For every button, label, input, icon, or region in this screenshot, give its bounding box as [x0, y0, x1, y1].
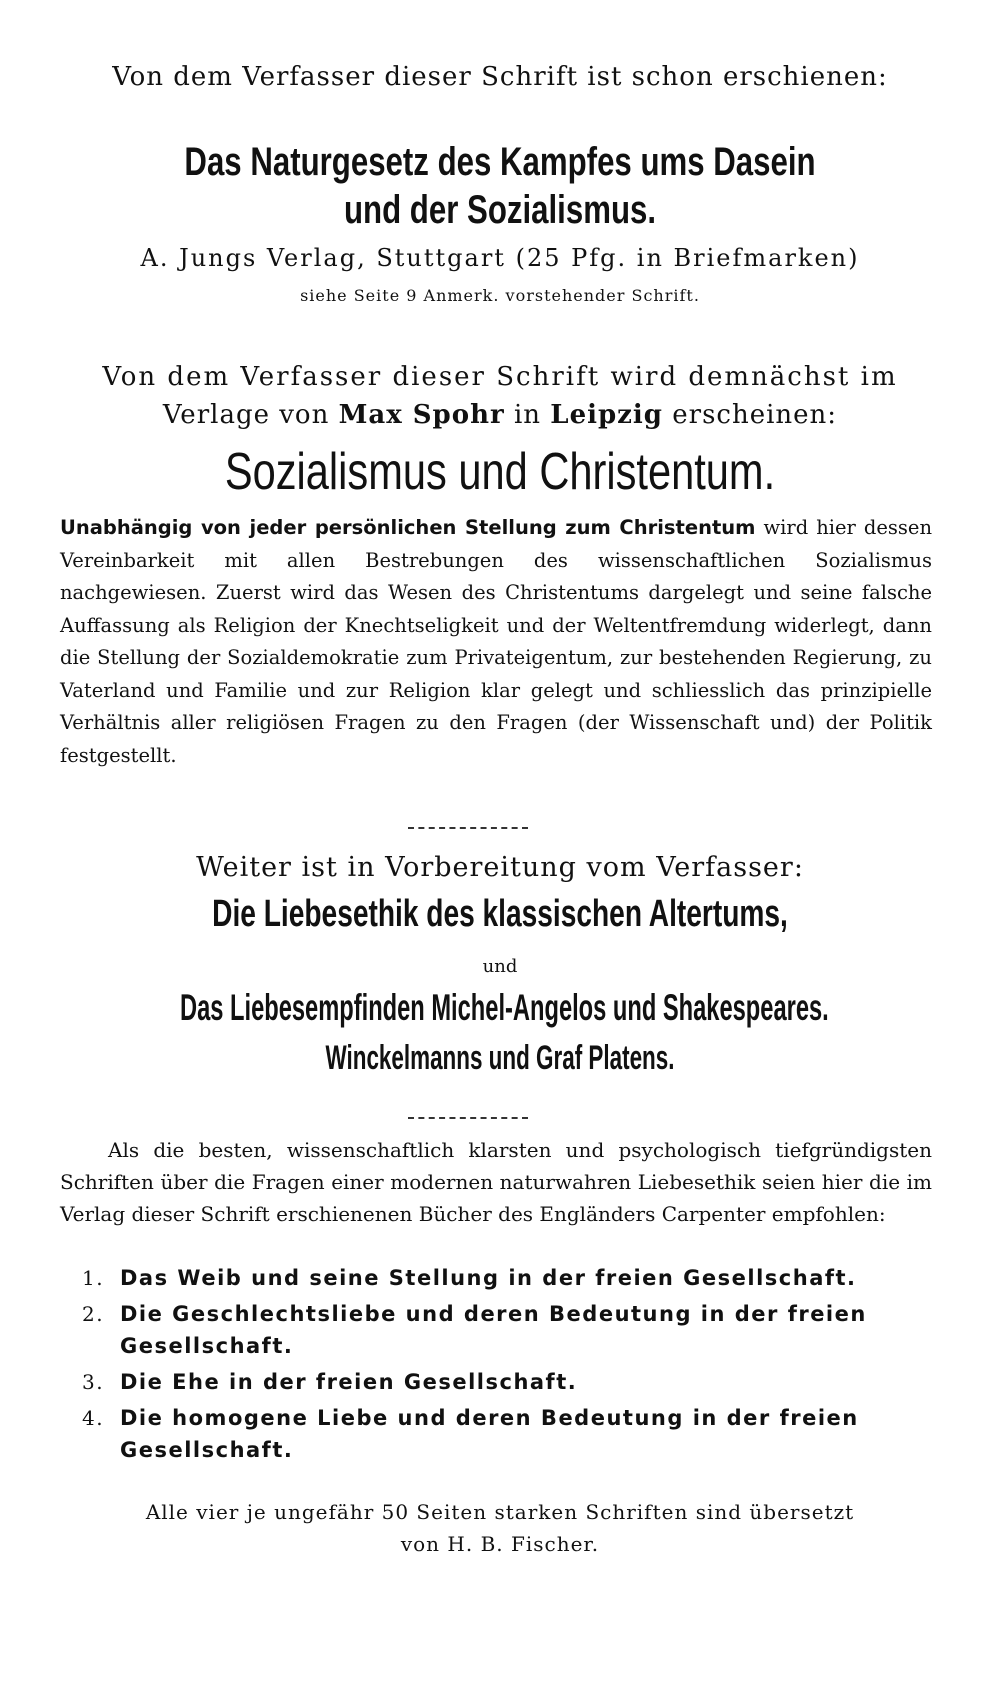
- closing-line1: Alle vier je ungefähr 50 Seiten starken Schriften sind übersetzt: [145, 1500, 855, 1524]
- list-item-title: Das Weib und seine Stellung in der freien Gesellschaft.: [120, 1266, 857, 1290]
- intro-upcoming-mid: in: [504, 400, 551, 430]
- intro-upcoming-post: erscheinen:: [662, 400, 838, 430]
- list-item-title: Die Ehe in der freien Gesellschaft.: [120, 1370, 578, 1394]
- list-item-number: 2.: [82, 1302, 105, 1326]
- divider-2: [408, 1117, 528, 1119]
- list-item-title: Die homogene Liebe und deren Bedeutung in der freien Gesellschaft.: [120, 1406, 859, 1462]
- upcoming-publisher-name: Max Spohr: [338, 400, 505, 430]
- list-item: [60, 1366, 936, 1398]
- book2-title: Sozialismus und Christentum.: [224, 443, 776, 501]
- closing-line2: von H. B. Fischer.: [400, 1532, 600, 1556]
- book3-connector: und: [482, 956, 518, 977]
- book1-title-line2: und der Sozialismus.: [343, 188, 657, 232]
- list-item-number: 1.: [82, 1266, 105, 1290]
- list-item-number: 4.: [82, 1406, 105, 1430]
- book2-description-rest: wird hier dessen Vereinbarkeit mit allen Bestrebungen des wissenschaftlichen Sozialismus nachgewiesen. Zuerst wird das Wesen des Christentums dargelegt und seine falsche Auffassung als Religion der Knechtseligkeit und der Weltentfremdung widerlegt, dann die Stellung der Sozialdemokratie zum Privateigentum, zur bestehenden Regierung, zu Vaterland und Familie und zur Religion klar gelegt und schliesslich das prinzipielle Verhältnis aller religiösen Fragen zu den Fragen (der Wissenschaft und) der Politik festgestellt.: [60, 516, 933, 767]
- intro-preparation-line: Weiter ist in Vorbereitung vom Verfasser:: [196, 852, 804, 883]
- book1-note: siehe Seite 9 Anmerk. vorstehender Schrift.: [300, 286, 700, 305]
- list-item-title: Die Geschlechtsliebe und deren Bedeutung in der freien Gesellschaft.: [120, 1302, 867, 1358]
- intro-upcoming-pre: Verlage von: [162, 400, 339, 430]
- book2-description: [60, 512, 932, 772]
- upcoming-publisher-city: Leipzig: [550, 400, 663, 430]
- book4-title-line1: Das Liebesempfinden Michel-Angelos und Shakespeares.: [180, 987, 829, 1028]
- intro-upcoming-line1: Von dem Verfasser dieser Schrift wird demnächst im: [102, 362, 898, 392]
- book2-description-lead: Unabhängig von jeder persönlichen Stellung zum Christentum: [60, 516, 756, 539]
- list-item: [60, 1262, 936, 1294]
- book1-title-line1: Das Naturgesetz des Kampfes ums Dasein: [184, 140, 816, 184]
- book3-title: Die Liebesethik des klassischen Altertums,: [212, 893, 788, 935]
- carpenter-book-list: [60, 1262, 936, 1470]
- list-item-number: 3.: [82, 1370, 105, 1394]
- intro-upcoming-line2: [0, 400, 1000, 430]
- list-item: [60, 1298, 936, 1362]
- divider-1: [408, 827, 528, 829]
- book4-title-line2: Winckelmanns und Graf Platens.: [325, 1039, 675, 1077]
- intro-published-line: Von dem Verfasser dieser Schrift ist schon erschienen:: [112, 62, 888, 92]
- recommendation-text: Als die besten, wissenschaftlich klarsten und psychologisch tiefgründigsten Schriften über die Fragen einer modernen naturwahren Liebesethik seien hier die im Verlag dieser Schrift erschienenen Bücher des Engländers Carpenter empfohlen:: [60, 1138, 932, 1226]
- recommendation-paragraph: [60, 1134, 932, 1230]
- list-item: [60, 1402, 936, 1466]
- book1-publisher: A. Jungs Verlag, Stuttgart (25 Pfg. in Briefmarken): [140, 244, 860, 272]
